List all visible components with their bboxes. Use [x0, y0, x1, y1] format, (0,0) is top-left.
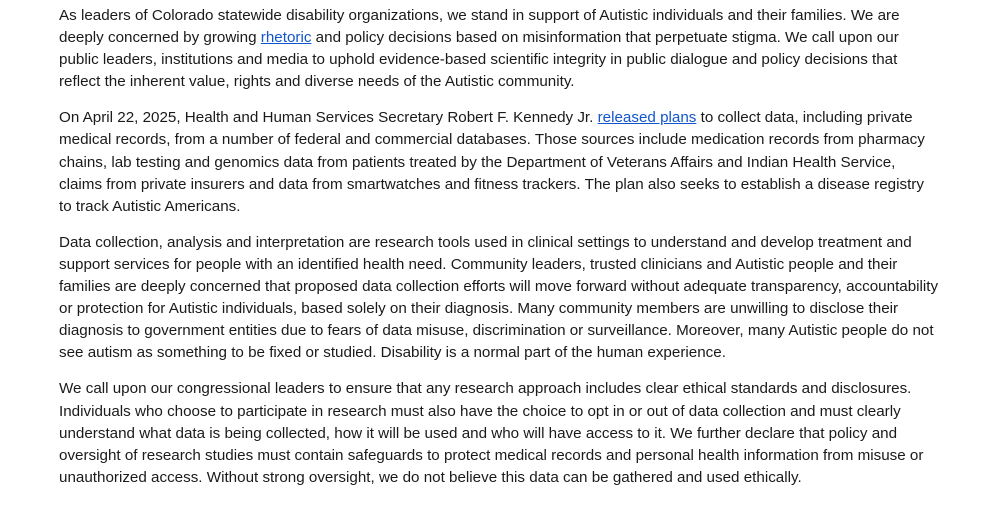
- document-body: [59, 5, 939, 503]
- paragraph-support-statement: [59, 5, 939, 93]
- paragraph-text: to collect data, including private medical records, from a number of federal and commercial databases. Those sources include medication records from pharmacy chains, lab testing and genomics data from patients treated by the Department of Veterans Affairs and Indian Health Service, claims from private insurers and data from smartwatches and fitness trackers. The plan also seeks to establish a disease registry to track Autistic Americans.: [59, 109, 925, 215]
- paragraph-text: Data collection, analysis and interpretation are research tools used in clinical settings to understand and develop treatment and support services for people with an identified health need. Community leaders, trusted clinicians and Autistic people and their families are deeply concerned that proposed data collection efforts will move forward without adequate transparency, accountability or protection for Autistic individuals, based solely on their diagnosis. Many community members are unwilling to disclose their diagnosis to government entities due to fears of data misuse, discrimination or surveillance. Moreover, many Autistic people do not see autism as something to be fixed or studied. Disability is a normal part of the human experience.: [59, 233, 939, 362]
- paragraph-data-collection-concerns: [59, 232, 939, 365]
- released-plans-link[interactable]: released plans: [597, 109, 697, 127]
- paragraph-text: On April 22, 2025, Health and Human Services Secretary Robert F. Kennedy Jr.: [59, 109, 598, 127]
- paragraph-text: and policy decisions based on misinformation that perpetuate stigma. We call upon our public leaders, institutions and media to uphold evidence-based scientific integrity in public dialogue and policy decisions that reflect the inherent value, rights and diverse needs of the Autistic community.: [59, 29, 899, 91]
- paragraph-call-to-congress: [59, 378, 939, 488]
- paragraph-text: As leaders of Colorado statewide disability organizations, we stand in support of Autistic individuals and their families. We are deeply concerned by growing: [59, 7, 900, 47]
- paragraph-hhs-plans: [59, 107, 939, 217]
- rhetoric-link[interactable]: rhetoric: [260, 29, 312, 47]
- paragraph-text: We call upon our congressional leaders to ensure that any research approach includes clear ethical standards and disclosures. Individuals who choose to participate in research must also have the choice to opt in or out of data collection and must clearly understand what data is being collected, how it will be used and who will have access to it. We further declare that policy and oversight of research studies must contain safeguards to protect medical records and personal health information from misuse or unauthorized access. Without strong oversight, we do not believe this data can be gathered and used ethically.: [59, 380, 924, 486]
